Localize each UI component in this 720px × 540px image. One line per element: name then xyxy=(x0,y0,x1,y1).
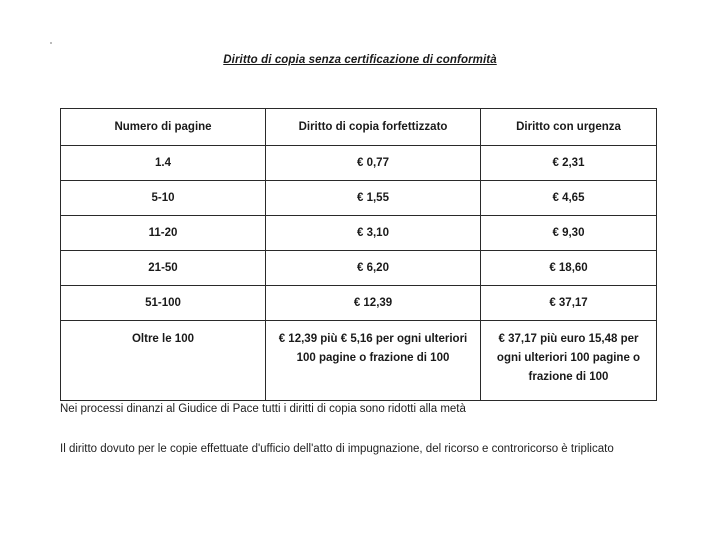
cell-pages: 51-100 xyxy=(61,286,266,321)
table-row xyxy=(61,146,657,181)
scan-speck xyxy=(50,42,52,44)
cell-urgent-fee: € 4,65 xyxy=(481,181,657,216)
cell-urgent-fee: € 9,30 xyxy=(481,216,657,251)
note-giudice-di-pace: Nei processi dinanzi al Giudice di Pace tutti i diritti di copia sono ridotti alla metà xyxy=(60,403,466,415)
header-standard-fee: Diritto di copia forfettizzato xyxy=(266,109,481,146)
header-urgent-fee: Diritto con urgenza xyxy=(481,109,657,146)
table-row xyxy=(61,251,657,286)
cell-pages: 11-20 xyxy=(61,216,266,251)
table-row-over-100 xyxy=(61,321,657,401)
cell-standard-fee: € 12,39 più € 5,16 per ogni ulteriori 100 pagine o frazione di 100 xyxy=(266,321,481,401)
cell-urgent-fee: € 37,17 xyxy=(481,286,657,321)
cell-standard-fee: € 6,20 xyxy=(266,251,481,286)
cell-urgent-fee: € 18,60 xyxy=(481,251,657,286)
cell-pages: Oltre le 100 xyxy=(61,321,266,401)
table-row xyxy=(61,216,657,251)
cell-pages: 1.4 xyxy=(61,146,266,181)
note-triplicato: Il diritto dovuto per le copie effettuate d'ufficio dell'atto di impugnazione, del ricorso e controricorso è triplicato xyxy=(60,443,614,455)
cell-standard-fee: € 12,39 xyxy=(266,286,481,321)
table-row xyxy=(61,181,657,216)
document-title: Diritto di copia senza certificazione di conformità xyxy=(223,54,497,66)
header-pages: Numero di pagine xyxy=(61,109,266,146)
cell-pages: 5-10 xyxy=(61,181,266,216)
cell-standard-fee: € 0,77 xyxy=(266,146,481,181)
cell-standard-fee: € 1,55 xyxy=(266,181,481,216)
table-row xyxy=(61,286,657,321)
copy-fees-table xyxy=(60,108,657,401)
table-header-row xyxy=(61,109,657,146)
cell-standard-fee: € 3,10 xyxy=(266,216,481,251)
cell-urgent-fee: € 37,17 più euro 15,48 per ogni ulteriori 100 pagine o frazione di 100 xyxy=(481,321,657,401)
cell-urgent-fee: € 2,31 xyxy=(481,146,657,181)
cell-pages: 21-50 xyxy=(61,251,266,286)
